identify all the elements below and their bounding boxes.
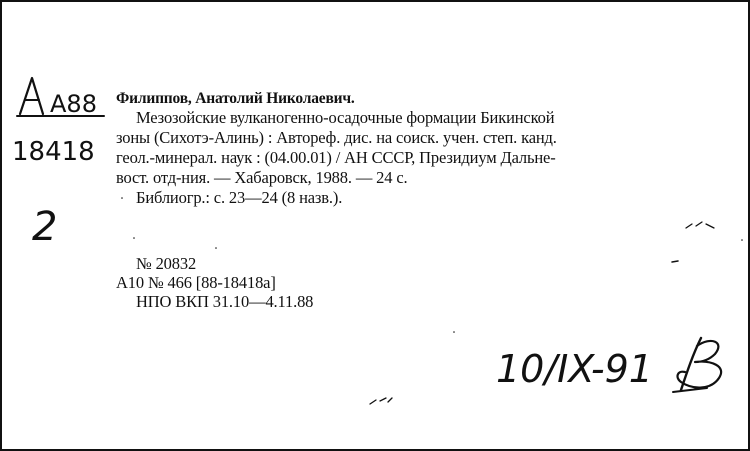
registration-number: № 20832 <box>136 254 197 273</box>
title-line-3: геол.-минерал. наук : (04.00.01) / АН СССР, Президиум Дальне- <box>116 148 556 167</box>
svg-text:18418: 18418 <box>12 137 95 167</box>
inventory-number: А10 № 466 [88-18418а] <box>116 273 276 292</box>
author-heading: Филиппов, Анатолий Николаевич. <box>116 90 355 107</box>
svg-text:10/IX-91: 10/IX-91 <box>496 347 653 391</box>
stray-ink-marks <box>2 2 748 449</box>
bibliography-note: Библиогр.: с. 23—24 (8 назв.). <box>136 188 343 207</box>
title-line-2: зоны (Сихотэ-Алинь) : Автореф. дис. на соиск. учен. степ. канд. <box>116 128 557 147</box>
title-line-1: Мезозойские вулканогенно-осадочные формации Бикинской <box>136 108 555 127</box>
shelf-mark-digits: A88 <box>50 90 97 118</box>
npo-vkp-stamp: НПО ВКП 31.10—4.11.88 <box>136 292 314 311</box>
svg-text:2: 2 <box>32 204 58 250</box>
title-line-4: вост. отд-ния. — Хабаровск, 1988. — 24 с. <box>116 168 408 187</box>
